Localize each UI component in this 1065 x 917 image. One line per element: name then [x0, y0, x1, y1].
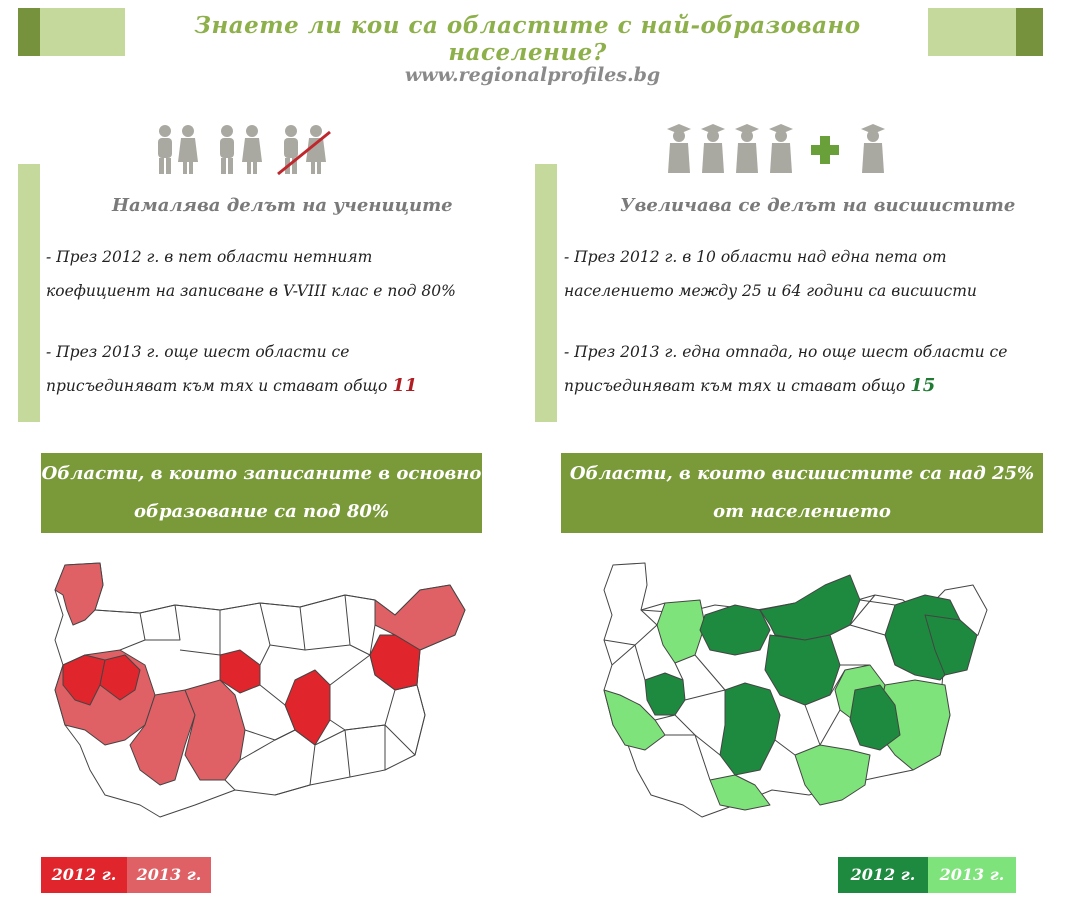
right-bullet-2-line1: - През 2013 г. една отпада, но още шест области се	[564, 343, 1008, 361]
left-banner-line2: образование са под 80%	[133, 501, 390, 522]
header-bar-right-dark	[1016, 8, 1043, 56]
left-bullet-1	[46, 240, 456, 308]
header-bar-left-dark	[18, 8, 40, 56]
right-banner-line1: Области, в които висшистите са над 25%	[569, 463, 1035, 484]
header-bar-left-light	[40, 8, 125, 56]
region-smolyan-2013	[795, 745, 870, 805]
right-bullet-2-line2: присъединяват към тях и стават общо	[564, 377, 906, 395]
header-bar-right-light	[928, 8, 1016, 56]
page-title: Знаете ли кои са областите с най-образовано население?	[194, 12, 861, 66]
right-total-value: 15	[910, 375, 936, 396]
left-bullet-2	[46, 335, 417, 403]
left-legend-2013: 2013 г.	[127, 857, 211, 893]
right-bullet-2	[564, 335, 1007, 403]
left-bullet-1-line1: - През 2012 г. в пет области нетният	[46, 248, 373, 266]
left-map-banner	[41, 453, 482, 533]
right-legend-2013: 2013 г.	[928, 857, 1016, 893]
left-bullet-1-line2: коефициент на записване в V-VIII клас е под 80%	[46, 282, 456, 300]
left-heading: Намалява делът на учениците	[112, 195, 453, 216]
left-bullet-2-line2: присъединяват към тях и стават общо	[46, 377, 388, 395]
source-url: www.regionalprofiles.bg	[404, 64, 661, 86]
right-map	[595, 555, 995, 825]
right-accent-bar	[535, 164, 557, 422]
left-banner-line1: Области, в които записаните в основно	[41, 463, 482, 484]
right-legend-2012: 2012 г.	[838, 857, 928, 893]
left-total-value: 11	[392, 375, 418, 396]
right-bullet-1	[564, 240, 977, 308]
left-bullet-2-line2-wrap	[46, 369, 417, 403]
right-bullet-1-line1: - През 2012 г. в 10 области над една пета от	[564, 248, 947, 266]
left-legend-2012: 2012 г.	[41, 857, 127, 893]
right-bullet-1-line2: населението между 25 и 64 години са висшисти	[564, 282, 977, 300]
students-icon	[150, 120, 340, 180]
right-heading: Увеличава се делът на висшистите	[620, 195, 1016, 216]
right-bullet-2-line2-wrap	[564, 369, 1007, 403]
graduates-icon	[665, 120, 895, 180]
plus-icon	[811, 136, 839, 164]
right-banner-line2: от населението	[713, 501, 891, 522]
left-map	[45, 555, 475, 825]
left-bullet-2-line1: - През 2013 г. още шест области се	[46, 343, 350, 361]
left-accent-bar	[18, 164, 40, 422]
right-map-banner	[561, 453, 1043, 533]
